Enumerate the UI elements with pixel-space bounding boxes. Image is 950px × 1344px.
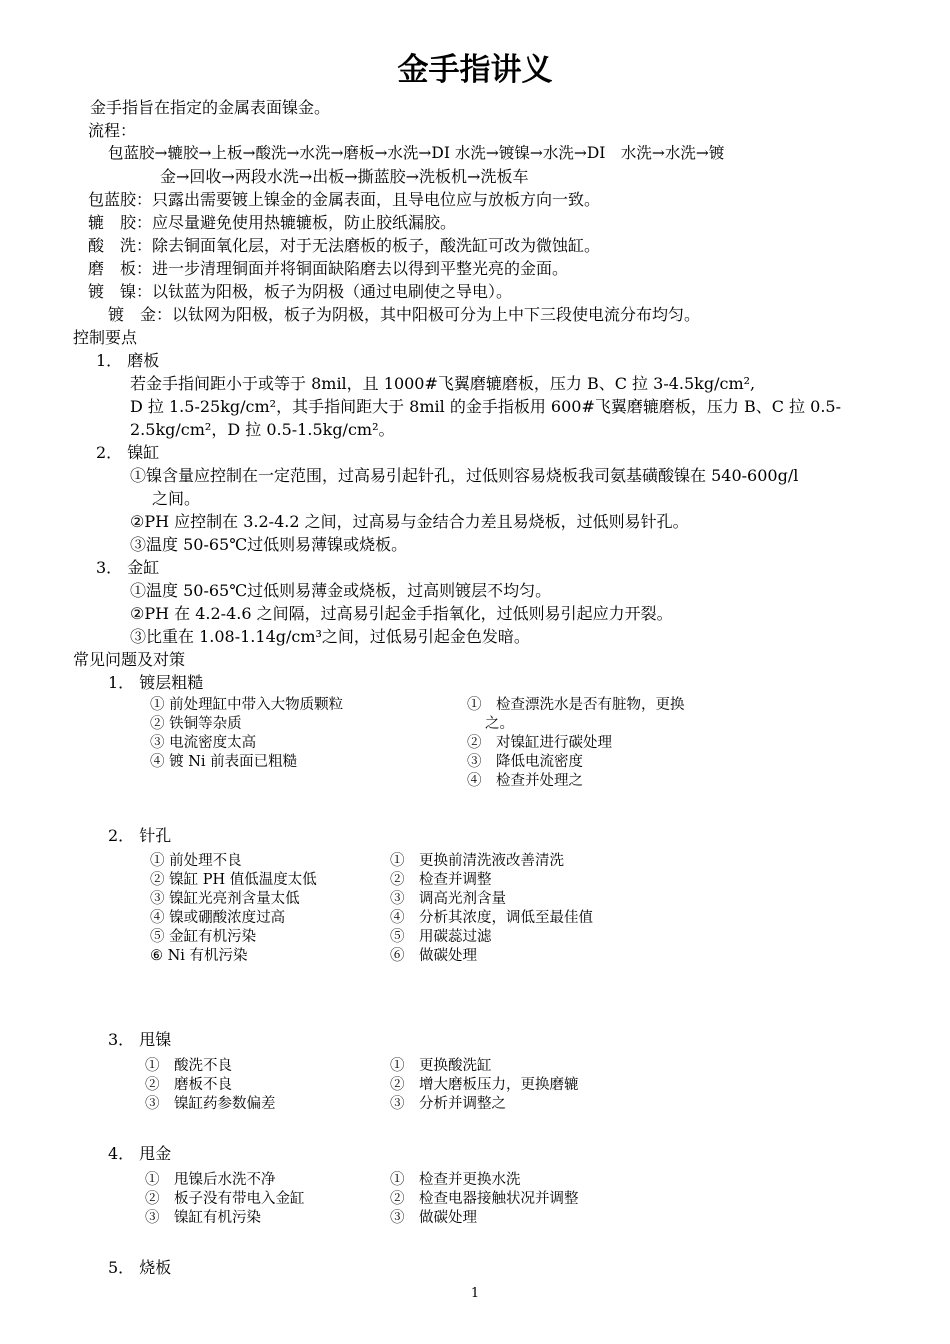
list-item: ② 检查并调整	[390, 872, 492, 888]
control-s2-line-4: ③温度 50-65℃过低则易薄镍或烧板。	[130, 535, 408, 554]
control-s2-line-3: ②PH 应控制在 3.2-4.2 之间，过高易与金结合力差且易烧板，过低则易针孔。	[130, 512, 689, 531]
flow-line-1: 包蓝胶→辘胶→上板→酸洗→水洗→磨板→水洗→DI 水洗→镀镍→水洗→DI 水洗→水洗→镀	[108, 144, 725, 162]
problem-causes	[150, 696, 343, 772]
list-item: ③ 镍缸光亮剂含量太低	[150, 891, 300, 907]
definition-grinding: 磨 板：进一步清理铜面并将铜面缺陷磨去以得到平整光亮的金面。	[88, 259, 569, 278]
control-s1-title: 1． 磨板	[96, 351, 160, 370]
page-title: 金手指讲义	[397, 52, 553, 88]
list-item: ④ 分析其浓度，调低至最佳值	[390, 910, 593, 926]
control-s1-line-2: D 拉 1.5-25kg/cm²，其手指间距大于 8mil 的金手指板用 600#飞翼磨辘磨板，压力 B、C 拉 0.5-	[130, 397, 841, 416]
problem-title: 3． 甩镍	[108, 1030, 172, 1049]
list-item: ① 检查漂洗水是否有脏物，更换	[467, 697, 685, 713]
list-item: ⑥ Ni 有机污染	[150, 948, 248, 964]
problem-title: 1． 镀层粗糙	[108, 673, 204, 692]
control-s3-line-3: ③比重在 1.08-1.14g/cm³之间，过低易引起金色发暗。	[130, 627, 530, 646]
problems-heading: 常见问题及对策	[73, 650, 186, 669]
list-item: ③ 镍缸药参数偏差	[145, 1096, 276, 1112]
list-item: ④ 镀 Ni 前表面已粗糙	[150, 754, 298, 770]
control-s2-title: 2． 镍缸	[96, 443, 160, 462]
list-item: ④ 镍或硼酸浓度过高	[150, 910, 286, 926]
problem-causes	[145, 1171, 305, 1228]
problem-title: 5． 烧板	[108, 1258, 172, 1277]
page-number: 1	[470, 1286, 480, 1301]
flow-line-2: 金→回收→两段水洗→出板→撕蓝胶→洗板机→洗板车	[160, 167, 529, 186]
control-s3-title: 3． 金缸	[96, 558, 160, 577]
list-item: ① 更换酸洗缸	[390, 1058, 492, 1074]
list-item: ② 镍缸 PH 值低温度太低	[150, 872, 317, 888]
list-item: ⑥ 做碳处理	[390, 948, 477, 964]
list-item: ① 更换前清洗液改善清洗	[390, 853, 564, 869]
definition-gold-plating: 镀 金：以钛网为阳极，板子为阴极，其中阳极可分为上中下三段使电流分布均匀。	[108, 305, 701, 324]
list-item: ① 酸洗不良	[145, 1058, 232, 1074]
list-item: ① 检查并更换水洗	[390, 1172, 521, 1188]
list-item: ② 板子没有带电入金缸	[145, 1191, 305, 1207]
problem-fixes	[467, 696, 685, 791]
list-item: ② 增大磨板压力，更换磨辘	[390, 1077, 579, 1093]
problem-fixes	[390, 1171, 579, 1228]
list-item: ⑤ 用碳蕊过滤	[390, 929, 492, 945]
control-s1-line-3: 2.5kg/cm²，D 拉 0.5-1.5kg/cm²。	[130, 420, 395, 439]
list-item: ⑤ 金缸有机污染	[150, 929, 257, 945]
definition-roll-tape: 辘 胶：应尽量避免使用热辘辘板，防止胶纸漏胶。	[88, 213, 457, 232]
problem-title: 2． 针孔	[108, 826, 172, 845]
control-s1-line-1: 若金手指间距小于或等于 8mil，且 1000#飞翼磨辘磨板，压力 B、C 拉 3-4.5kg/cm²,	[130, 374, 756, 393]
flow-label: 流程：	[88, 121, 137, 140]
list-item: ① 前处理缸中带入大物质颗粒	[150, 697, 344, 713]
list-item: ③ 分析并调整之	[390, 1096, 506, 1112]
list-item: ③ 降低电流密度	[467, 754, 583, 770]
list-item: ② 检查电器接触状况并调整	[390, 1191, 579, 1207]
list-item: ② 磨板不良	[145, 1077, 232, 1093]
intro-text: 金手指旨在指定的金属表面镍金。	[90, 98, 331, 117]
list-item: ② 铁铜等杂质	[150, 716, 242, 732]
problem-causes	[145, 1057, 276, 1114]
definition-nickel-plating: 镀 镍：以钛蓝为阳极，板子为阴极（通过电刷使之导电）。	[88, 282, 513, 301]
list-item: ③ 做碳处理	[390, 1210, 477, 1226]
problem-fixes	[390, 1057, 579, 1114]
list-item: ③ 调高光剂含量	[390, 891, 506, 907]
definition-blue-tape: 包蓝胶：只露出需要镀上镍金的金属表面，且导电位应与放板方向一致。	[88, 190, 601, 209]
list-item: ② 对镍缸进行碳处理	[467, 735, 612, 751]
list-item: ④ 检查并处理之	[467, 773, 583, 789]
list-item: ① 甩镍后水洗不净	[145, 1172, 276, 1188]
control-s3-line-2: ②PH 在 4.2-4.6 之间隔，过高易引起金手指氧化，过低则易引起应力开裂。	[130, 604, 673, 623]
control-heading: 控制要点	[73, 328, 138, 347]
problem-title: 4． 甩金	[108, 1144, 172, 1163]
problem-causes	[150, 852, 317, 966]
list-item: ① 前处理不良	[150, 853, 242, 869]
definition-acid-wash: 酸 洗：除去铜面氧化层，对于无法磨板的板子，酸洗缸可改为微蚀缸。	[88, 236, 601, 255]
control-s3-line-1: ①温度 50-65℃过低则易薄金或烧板，过高则镀层不均匀。	[130, 581, 552, 600]
control-s2-line-2: 之间。	[152, 489, 201, 508]
control-s2-line-1: ①镍含量应控制在一定范围，过高易引起针孔，过低则容易烧板我司氨基磺酸镍在 540-600g/l	[130, 466, 799, 485]
problem-fixes	[390, 852, 593, 966]
list-item: 之。	[485, 716, 514, 732]
list-item: ③ 镍缸有机污染	[145, 1210, 261, 1226]
list-item: ③ 电流密度太高	[150, 735, 257, 751]
